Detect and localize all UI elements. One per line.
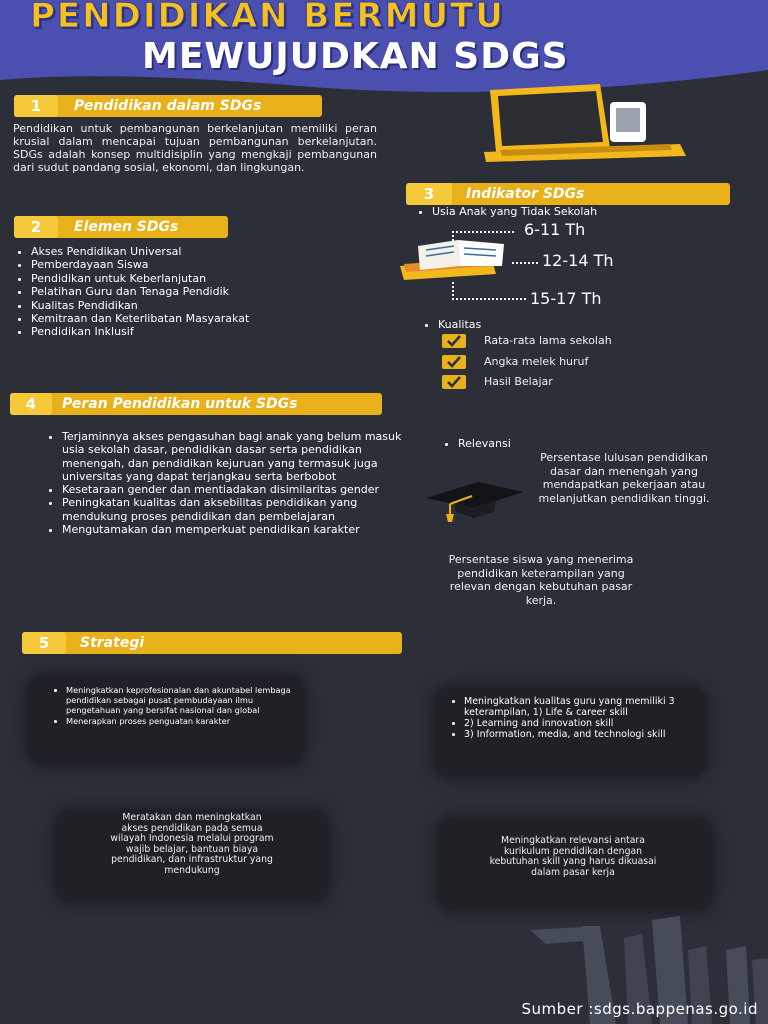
section4-list <box>46 430 408 536</box>
connector-line <box>452 282 526 300</box>
strategy-card-1 <box>28 676 304 764</box>
kualitas-label: • Kualitas <box>438 318 638 331</box>
list-item: • 3) Information, media, and technologi skill <box>464 729 714 740</box>
section5-title: Strategi <box>80 635 145 651</box>
check-icon <box>442 375 466 389</box>
section1-number: 1 <box>14 95 58 117</box>
section5-number: 5 <box>22 632 66 654</box>
list-item: • Menerapkan proses penguatan karakter <box>66 716 310 726</box>
usia-label: • Usia Anak yang Tidak Sekolah <box>432 205 732 218</box>
check-icon <box>442 355 466 369</box>
section1-title: Pendidikan dalam SDGs <box>74 98 262 114</box>
section5-bar <box>22 632 402 654</box>
section2-number: 2 <box>14 216 58 238</box>
list-item: • Pendidikan untuk Keberlanjutan <box>31 272 391 285</box>
relevansi-list <box>442 437 658 450</box>
connector-line <box>452 231 514 249</box>
strategy-card-3 <box>56 810 328 902</box>
title-line1: PENDIDIKAN BERMUTU <box>30 0 505 36</box>
strategy-card-2-list <box>448 696 714 740</box>
graduation-cap-icon <box>424 478 528 524</box>
title-line2: MEWUJUDKAN SDGS <box>142 36 569 77</box>
usia-list <box>416 205 732 218</box>
list-item: • Pelatihan Guru dan Tenaga Pendidik <box>31 285 391 298</box>
kualitas-list <box>422 318 638 331</box>
list-item: • Pendidikan Inklusif <box>31 325 391 338</box>
section2-list <box>15 245 391 339</box>
section2-title: Elemen SDGs <box>74 219 179 235</box>
strategy-card-4-text: Meningkatkan relevansi antara kurikulum pendidikan dengan kebutuhan skill yang harus dikuasai dalam pasar kerja <box>489 835 657 878</box>
section3-title: Indikator SDGs <box>466 186 585 202</box>
section3-number: 3 <box>406 183 452 205</box>
range-6-11: 6-11 Th <box>524 220 586 239</box>
list-item: • Peningkatan kualitas dan aksebilitas pendidikan yang mendukung proses pendidikan dan pembelajaran <box>62 496 408 523</box>
list-item: • Kemitraan dan Keterlibatan Masyarakat <box>31 312 391 325</box>
kualitas-item: Angka melek huruf <box>484 355 589 368</box>
source-text: Sumber :sdgs.bappenas.go.id <box>521 1000 758 1018</box>
kualitas-item: Hasil Belajar <box>484 375 553 388</box>
strategy-card-4 <box>438 818 712 910</box>
range-12-14: 12-14 Th <box>542 251 614 270</box>
list-item: • Meningkatkan keprofesionalan dan akuntabel lembaga pendidikan sebagai pusat pembudayaan ilmu pengetahuan yang bersifat nasional dan global <box>66 685 310 716</box>
kualitas-item: Rata-rata lama sekolah <box>484 334 612 347</box>
list-item: • Kualitas Pendidikan <box>31 299 391 312</box>
check-icon <box>442 334 466 348</box>
relevansi-text1: Persentase lulusan pendidikan dasar dan menengah yang mendapatkan pekerjaan atau melanjutkan pendidikan tinggi. <box>538 451 710 505</box>
section4-number: 4 <box>10 393 52 415</box>
relevansi-text2: Persentase siswa yang menerima pendidikan keterampilan yang relevan dengan kebutuhan pasar kerja. <box>448 553 634 607</box>
list-item: • Meningkatkan kualitas guru yang memiliki 3 keterampilan, 1) Life & career skill <box>464 696 714 718</box>
strategy-card-3-text: Meratakan dan meningkatkan akses pendidikan pada semua wilayah Indonesia melalui program wajib belajar, bantuan biaya pendidikan, dan infrastruktur yang mendukung <box>110 812 274 876</box>
section1-body: Pendidikan untuk pembangunan berkelanjutan memiliki peran krusial dalam mencapai tujuan pembangunan berkelanjutan. SDGs adalah konsep multidisiplin yang mengkaji pembangunan dari sudut pandang sosial, ekonomi, dan lingkungan. <box>13 122 377 174</box>
list-item: • Kesetaraan gender dan mentiadakan disimilaritas gender <box>62 483 408 496</box>
list-item: • 2) Learning and innovation skill <box>464 718 714 729</box>
laptop-icon <box>480 82 690 170</box>
section4-title: Peran Pendidikan untuk SDGs <box>62 396 298 412</box>
strategy-card-2 <box>434 688 706 776</box>
connector-line <box>512 262 538 264</box>
range-15-17: 15-17 Th <box>530 289 602 308</box>
list-item: • Terjaminnya akses pengasuhan bagi anak yang belum masuk usia sekolah dasar, pendidikan dasar serta pendidikan menengah, dan pendidikan kejuruan yang termasuk juga universitas yang dapat terjangkau serta berbobot <box>62 430 408 483</box>
list-item: • Pemberdayaan Siswa <box>31 258 391 271</box>
strategy-card-1-list <box>50 685 310 726</box>
list-item: • Mengutamakan dan memperkuat pendidikan karakter <box>62 523 408 536</box>
relevansi-label: • Relevansi <box>458 437 658 450</box>
list-item: • Akses Pendidikan Universal <box>31 245 391 258</box>
